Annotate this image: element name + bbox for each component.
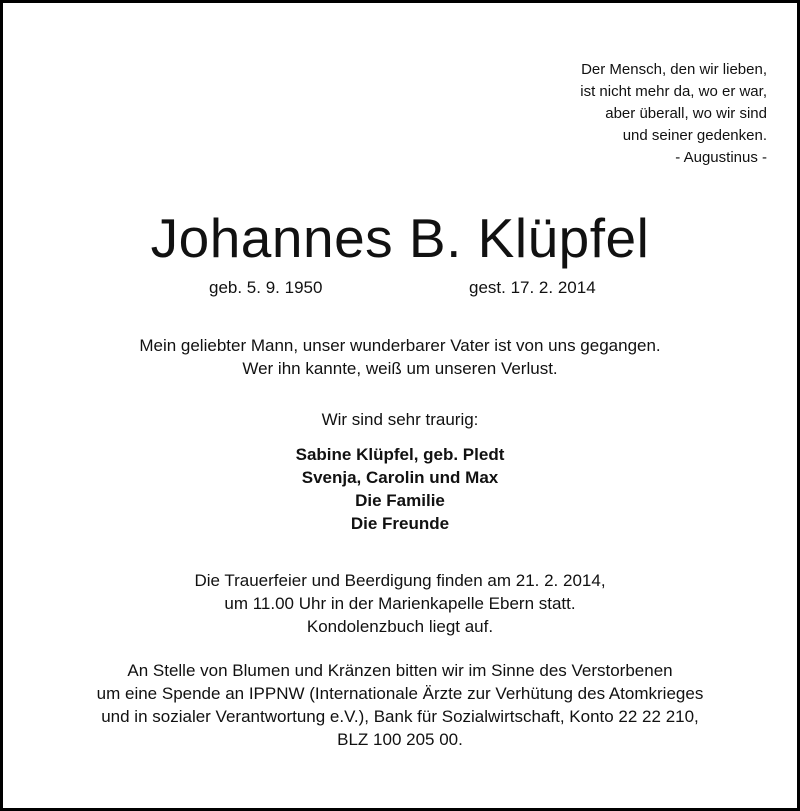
donation-line: An Stelle von Blumen und Kränzen bitten wir im Sinne des Verstorbenen [127, 661, 673, 680]
death-date: gest. 17. 2. 2014 [469, 278, 596, 297]
quote-line: ist nicht mehr da, wo er war, [580, 83, 767, 100]
farewell-message [3, 334, 797, 380]
message-line: Wer ihn kannte, weiß um unseren Verlust. [242, 359, 558, 378]
mourner-name: Die Freunde [350, 514, 450, 533]
mourners-list [3, 443, 797, 535]
donation-line: BLZ 100 205 00. [337, 730, 463, 749]
mourner-name: Svenja, Carolin und Max [301, 468, 499, 487]
donation-request [3, 659, 797, 751]
deceased-name: Johannes B. Klüpfel [150, 207, 650, 269]
donation-line: und in sozialer Verantwortung e.V.), Bank für Sozialwirtschaft, Konto 22 22 210, [101, 707, 699, 726]
funeral-details [3, 569, 797, 638]
message-line: Mein geliebter Mann, unser wunderbarer Vater ist von uns gegangen. [139, 336, 661, 355]
donation-line: um eine Spende an IPPNW (Internationale Ärzte zur Verhütung des Atomkrieges [96, 684, 704, 703]
mourner-name: Die Familie [355, 491, 445, 510]
birth-date: geb. 5. 9. 1950 [209, 278, 323, 297]
quote-line: aber überall, wo wir sind [605, 105, 767, 122]
sadness-text: Wir sind sehr traurig: [321, 410, 479, 429]
funeral-line: um 11.00 Uhr in der Marienkapelle Ebern statt. [224, 594, 576, 613]
life-dates [3, 275, 797, 301]
funeral-line: Kondolenzbuch liegt auf. [306, 617, 494, 636]
quote-author: - Augustinus - [675, 149, 767, 166]
epigraph-quote [580, 59, 767, 169]
sadness-line [3, 408, 797, 431]
quote-line: Der Mensch, den wir lieben, [581, 61, 767, 78]
quote-line: und seiner gedenken. [622, 127, 767, 144]
funeral-line: Die Trauerfeier und Beerdigung finden am 21. 2. 2014, [194, 571, 606, 590]
mourner-name: Sabine Klüpfel, geb. Pledt [295, 445, 505, 464]
